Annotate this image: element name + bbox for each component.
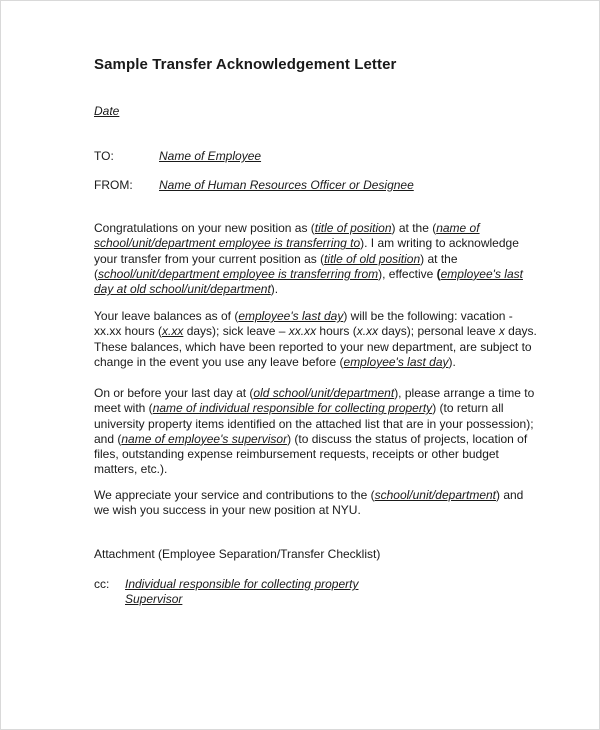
text: ) (to return all <box>432 401 504 416</box>
placeholder-text: name of employee's supervisor <box>121 431 288 446</box>
text: ). <box>270 282 279 297</box>
placeholder-text: school/unit/department employee is transferring from <box>98 266 379 281</box>
placeholder-text: name of individual responsible for collecting property <box>152 401 433 416</box>
placeholder-text: title of position <box>314 221 392 235</box>
date-field: Date <box>94 104 120 118</box>
placeholder-text: employee's last day <box>343 354 449 369</box>
text: On or before your last day at ( <box>94 386 254 400</box>
placeholder-text: school/unit/department <box>374 488 496 502</box>
text: days); sick leave – <box>183 324 289 339</box>
text: ). <box>448 354 456 369</box>
from-label: FROM: <box>94 178 133 192</box>
paragraph-leave-balances <box>94 309 537 370</box>
text: and ( <box>94 431 122 446</box>
paragraph-congratulations <box>94 221 523 297</box>
text: ) will be the following: vacation - <box>343 309 513 323</box>
letter-title: Sample Transfer Acknowledgement Letter <box>94 56 397 73</box>
placeholder-text: x.xx <box>162 324 184 339</box>
attachment-line: Attachment (Employee Separation/Transfer Checklist) <box>94 547 381 561</box>
text: we wish you success in your new position at NYU. <box>94 503 361 518</box>
text: ) and <box>496 488 524 502</box>
text: ( <box>94 266 98 281</box>
paragraph-return-property <box>94 386 534 478</box>
placeholder-text: x.xx <box>356 324 379 339</box>
text: hours ( <box>316 324 357 339</box>
placeholder-text: school/unit/department employee is transferring to <box>94 236 361 251</box>
cc-recipient-2: Supervisor <box>125 592 183 606</box>
text: ( <box>436 266 441 281</box>
text: files, outstanding expense reimbursement requests, receipts or other budget <box>94 447 499 462</box>
text: xx.xx hours ( <box>94 324 163 339</box>
text: We appreciate your service and contributions to the ( <box>94 488 375 502</box>
text: ). I am writing to acknowledge <box>360 236 519 251</box>
text: your transfer from your current position as ( <box>94 251 325 266</box>
placeholder-text: xx.xx <box>288 324 317 339</box>
to-label: TO: <box>94 149 114 163</box>
cc-label: cc: <box>94 577 110 591</box>
to-value: Name of Employee <box>159 149 262 163</box>
placeholder-text: title of old position <box>324 251 421 266</box>
text: days); personal leave <box>378 324 499 339</box>
placeholder-text: employee's last day <box>238 309 344 323</box>
placeholder-text: name of <box>436 221 480 235</box>
text: days. <box>504 324 537 339</box>
text: ), effective <box>378 266 437 281</box>
text: meet with ( <box>94 401 153 416</box>
cc-recipient-1: Individual responsible for collecting property <box>125 577 359 591</box>
text: These balances, which have been reported to your new department, are subject to <box>94 339 532 354</box>
text: Your leave balances as of ( <box>94 309 239 323</box>
text: change in the event you use any leave before ( <box>94 354 344 369</box>
text: ) (to discuss the status of projects, location of <box>287 431 528 446</box>
text: university property items identified on the attached list that are in your possession); <box>94 416 534 431</box>
placeholder-text: day at old school/unit/department <box>94 282 271 297</box>
placeholder-text: x <box>498 324 505 339</box>
placeholder-text: employee's last <box>440 266 523 281</box>
text: ) at the ( <box>391 221 437 235</box>
paragraph-appreciation <box>94 488 523 519</box>
text: ), please arrange a time to <box>394 386 535 400</box>
text: matters, etc.). <box>94 462 168 477</box>
text: Congratulations on your new position as ( <box>94 221 315 235</box>
from-value: Name of Human Resources Officer or Designee <box>159 178 414 192</box>
text: ) at the <box>420 251 458 266</box>
placeholder-text: old school/unit/department <box>253 386 395 400</box>
